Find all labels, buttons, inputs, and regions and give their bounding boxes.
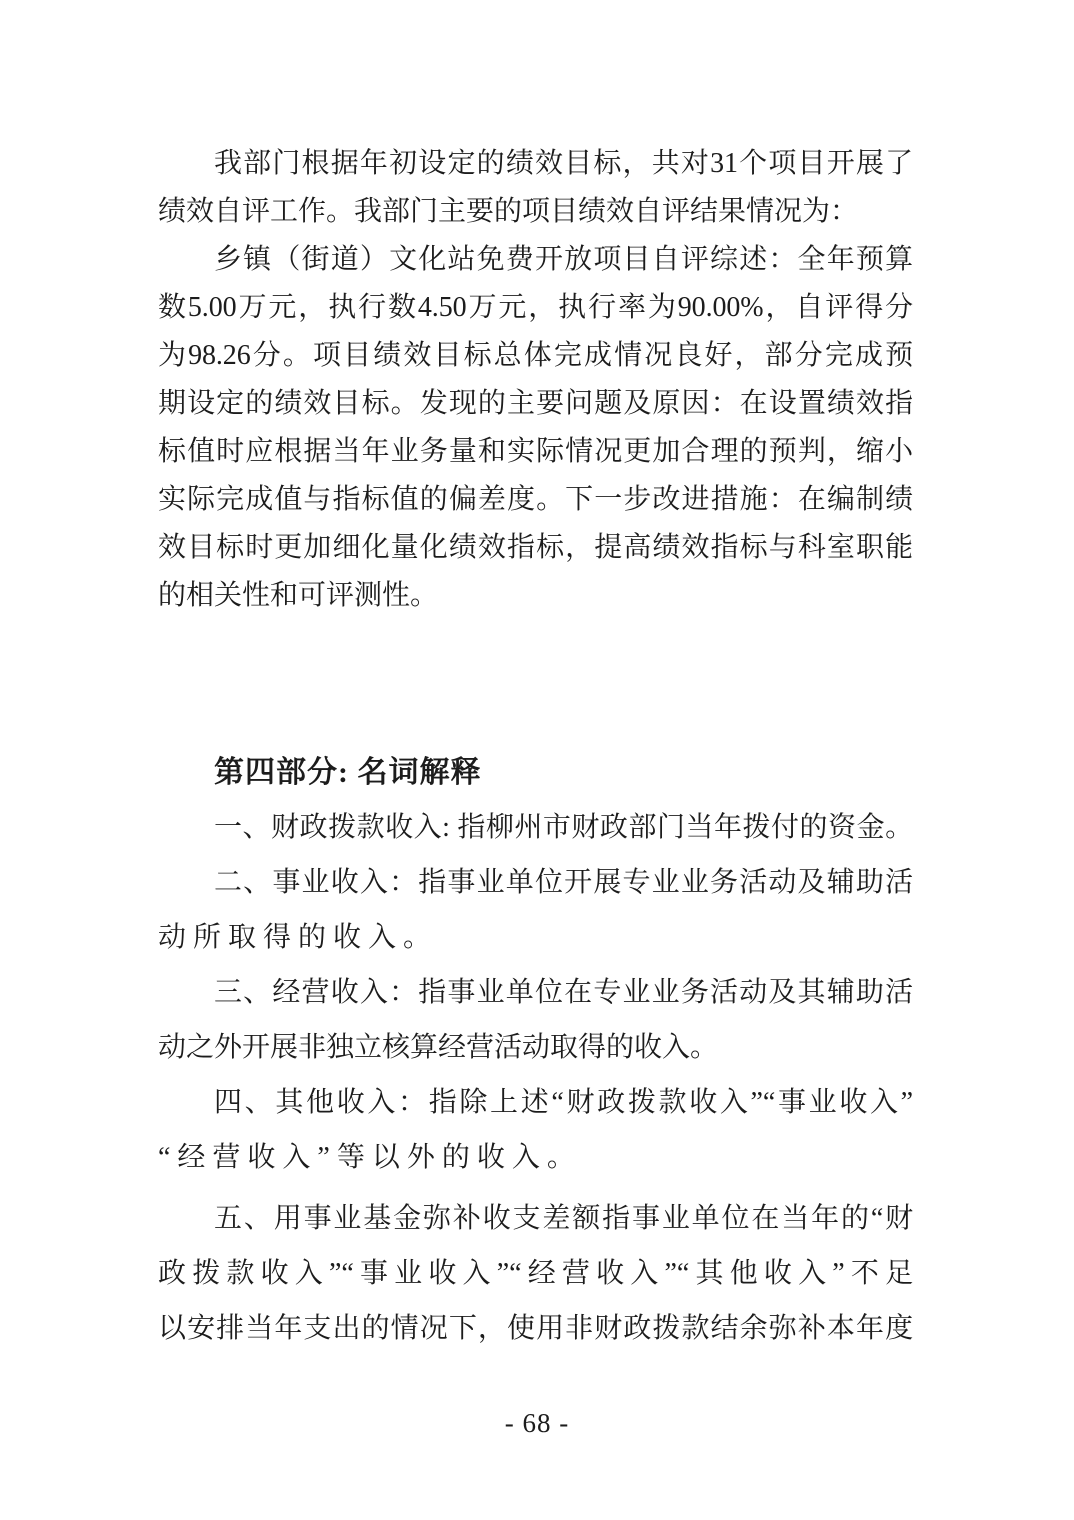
section-heading: 第四部分: 名词解释 [214, 756, 482, 789]
glossary-item [158, 1191, 913, 1356]
text-line: 动所取得的收入。 [158, 922, 439, 953]
text-line: 五、用事业基金弥补收支差额指事业单位在当年的“财 [214, 1203, 913, 1234]
text-line: 实际完成值与指标值的偏差度。下一步改进措施：在编制绩 [158, 484, 913, 515]
text-line: 动之外开展非独立核算经营活动取得的收入。 [158, 1032, 719, 1063]
text-line: 以安排当年支出的情况下，使用非财政拨款结余弥补本年度 [158, 1313, 913, 1344]
glossary-item [158, 1075, 913, 1185]
glossary-section [158, 745, 913, 1356]
text-line: “经营收入”等以外的收入。 [158, 1142, 582, 1173]
text-line: 二、事业收入：指事业单位开展专业业务活动及辅助活 [214, 867, 913, 898]
glossary-item [158, 855, 913, 965]
self-eval-section [158, 140, 913, 620]
self-eval-paragraph-overview [158, 140, 913, 236]
text-line: 期设定的绩效目标。发现的主要问题及原因：在设置绩效指 [158, 388, 913, 419]
text-line: 效目标时更加细化量化绩效指标，提高绩效指标与科室职能 [158, 532, 913, 563]
text-line: 乡镇（街道）文化站免费开放项目自评综述：全年预算 [214, 244, 913, 275]
text-line: 的相关性和可评测性。 [158, 580, 439, 611]
page-number: - 68 - [504, 1408, 570, 1438]
text-line: 我部门根据年初设定的绩效目标，共对31个项目开展了 [214, 148, 913, 179]
text-line: 数5.00万元，执行数4.50万元，执行率为90.00%，自评得分 [158, 292, 913, 323]
glossary-item [158, 800, 913, 855]
self-eval-paragraph-project-summary [158, 236, 913, 620]
text-line: 一、财政拨款收入: 指柳州市财政部门当年拨付的资金。 [214, 812, 913, 843]
text-line: 三、经营收入：指事业单位在专业业务活动及其辅助活 [214, 977, 913, 1008]
glossary-item [158, 965, 913, 1075]
text-line: 绩效自评工作。我部门主要的项目绩效自评结果情况为： [158, 196, 859, 227]
text-line: 四、其他收入：指除上述“财政拨款收入”“事业收入” [214, 1087, 913, 1118]
text-line: 为98.26分。项目绩效目标总体完成情况良好，部分完成预 [158, 340, 913, 371]
text-line: 标值时应根据当年业务量和实际情况更加合理的预判，缩小 [158, 436, 913, 467]
text-line: 政拨款收入”“事业收入”“经营收入”“其他收入”不足 [158, 1258, 913, 1289]
